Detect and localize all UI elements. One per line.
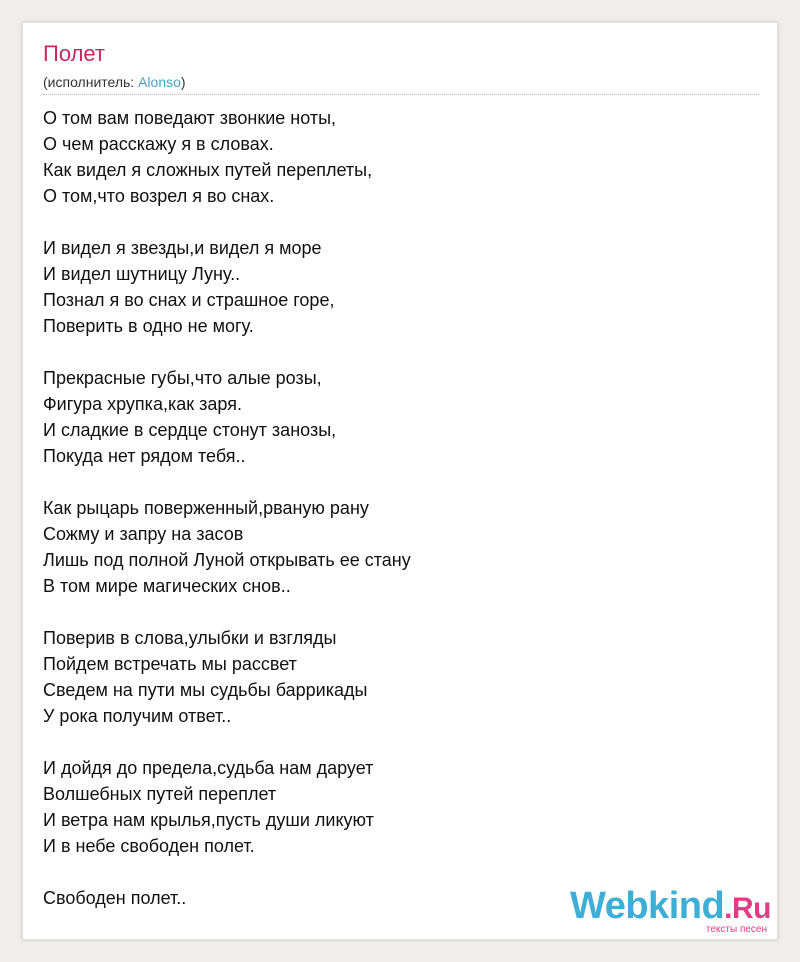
lyric-line: И в небе свободен полет. (43, 836, 255, 856)
lyric-line: Прекрасные губы,что алые розы, (43, 368, 322, 388)
lyric-line: Как видел я сложных путей переплеты, (43, 160, 373, 180)
performer-line (43, 74, 186, 90)
stanza-gap (43, 209, 759, 235)
lyric-line: Пойдем встречать мы рассвет (43, 654, 297, 674)
stanza-gap (43, 339, 759, 365)
lyric-line: И ветра нам крылья,пусть души ликуют (43, 810, 374, 830)
stanza-gap (43, 599, 759, 625)
lyric-line: Волшебных путей переплет (43, 784, 277, 804)
logo-tld: .Ru (724, 892, 771, 925)
lyric-line: И видел шутницу Луну.. (43, 264, 241, 284)
lyric-line: О чем расскажу я в словах. (43, 134, 274, 154)
artist-link[interactable]: Alonso (138, 74, 181, 90)
lyric-line: И видел я звезды,и видел я море (43, 238, 322, 258)
song-title: Полет (43, 41, 105, 66)
lyric-line: И дойдя до предела,судьба нам дарует (43, 758, 374, 778)
lyric-line: В том мире магических снов.. (43, 576, 291, 596)
lyric-line: Сведем на пути мы судьбы баррикады (43, 680, 368, 700)
lyric-line: О том,что возрел я во снах. (43, 186, 275, 206)
title-divider (43, 94, 759, 95)
site-logo[interactable] (570, 887, 771, 935)
lyric-line: Фигура хрупка,как заря. (43, 394, 242, 414)
lyrics-body (43, 105, 759, 911)
lyric-line: У рока получим ответ.. (43, 706, 232, 726)
lyric-line: И сладкие в сердце стонут занозы, (43, 420, 337, 440)
lyric-line: Познал я во снах и страшное горе, (43, 290, 335, 310)
lyric-line: Поверить в одно не могу. (43, 316, 254, 336)
lyric-line: Свободен полет.. (43, 888, 187, 908)
stanza-gap (43, 859, 759, 885)
lyric-line: Сожму и запру на засов (43, 524, 244, 544)
performer-prefix: (исполнитель: (43, 74, 139, 90)
performer-suffix: ) (180, 74, 186, 90)
lyric-line: Лишь под полной Луной открывать ее стану (43, 550, 411, 570)
logo-tagline: тексты песен (705, 924, 767, 935)
lyric-line: Поверив в слова,улыбки и взгляды (43, 628, 337, 648)
lyric-line: О том вам поведают звонкие ноты, (43, 108, 337, 128)
lyric-line: Покуда нет рядом тебя.. (43, 446, 246, 466)
stanza-gap (43, 729, 759, 755)
logo-name: Webkind (570, 885, 725, 927)
lyric-line: Как рыцарь поверженный,рваную рану (43, 498, 369, 518)
lyrics-card (22, 22, 778, 940)
stanza-gap (43, 469, 759, 495)
